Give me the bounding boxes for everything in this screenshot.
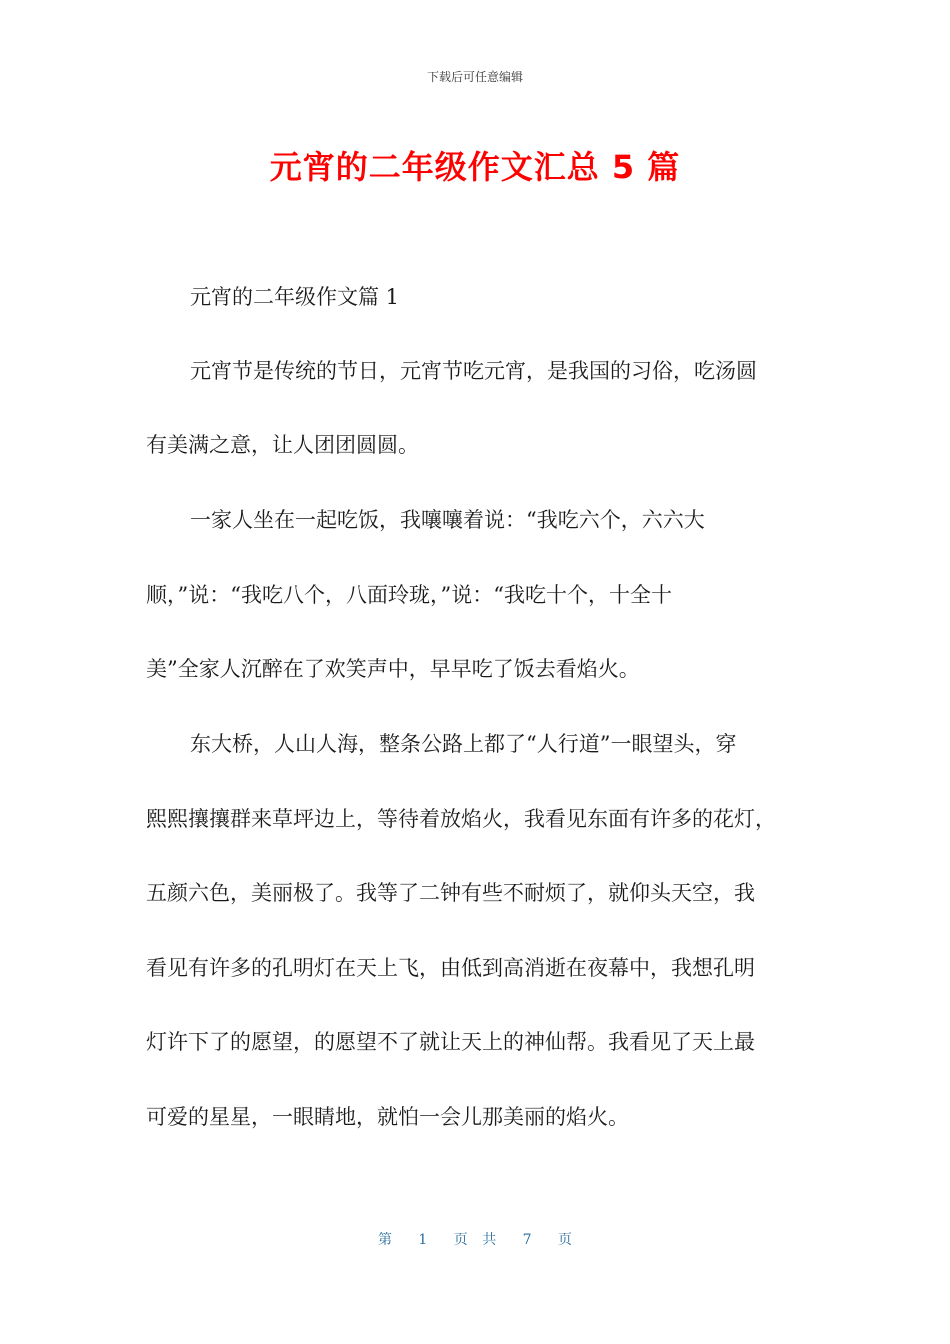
paragraph-line: 元宵节是传统的节日，元宵节吃元宵，是我国的习俗，吃汤圆 [190,359,757,383]
paragraph-line: 顺，”说：“我吃八个，八面玲珑，”说：“我吃十个，十全十 [146,583,672,607]
section-heading: 元宵的二年级作文篇 1 [190,285,400,309]
paragraph-line: 熙熙攘攘群来草坪边上，等待着放焰火，我看见东面有许多的花灯， [146,807,776,831]
paragraph-line: 五颜六色，美丽极了。我等了二钟有些不耐烦了，就仰头天空，我 [146,881,755,905]
paragraph-line: 看见有许多的孔明灯在天上飞，由低到高消逝在夜幕中，我想孔明 [146,956,755,980]
footer-total-pages: 7 [522,1232,532,1248]
paragraph-line: 东大桥，人山人海，整条公路上都了“人行道”一眼望头，穿 [190,732,737,756]
paragraph-line: 可爱的星星，一眼睛地，就怕一会儿那美丽的焰火。 [146,1105,629,1129]
paragraph-line: 美”全家人沉醉在了欢笑声中，早早吃了饭去看焰火。 [146,657,640,681]
footer-suffix: 页 [558,1232,573,1248]
footer-page-number: 1 [418,1232,428,1248]
paragraph-line: 有美满之意，让人团团圆圆。 [146,433,419,457]
footer-mid: 页 共 [453,1232,497,1248]
paragraph-line: 灯许下了的愿望，的愿望不了就让天上的神仙帮。我看见了天上最 [146,1030,755,1054]
footer-prefix: 第 [377,1232,392,1248]
page-footer [0,1229,950,1249]
paragraph-line: 一家人坐在一起吃饭，我嚷嚷着说：“我吃六个，六六大 [190,508,705,532]
document-title: 元宵的二年级作文汇总 5 篇 [269,148,681,186]
header-note: 下载后可任意编辑 [426,70,523,84]
